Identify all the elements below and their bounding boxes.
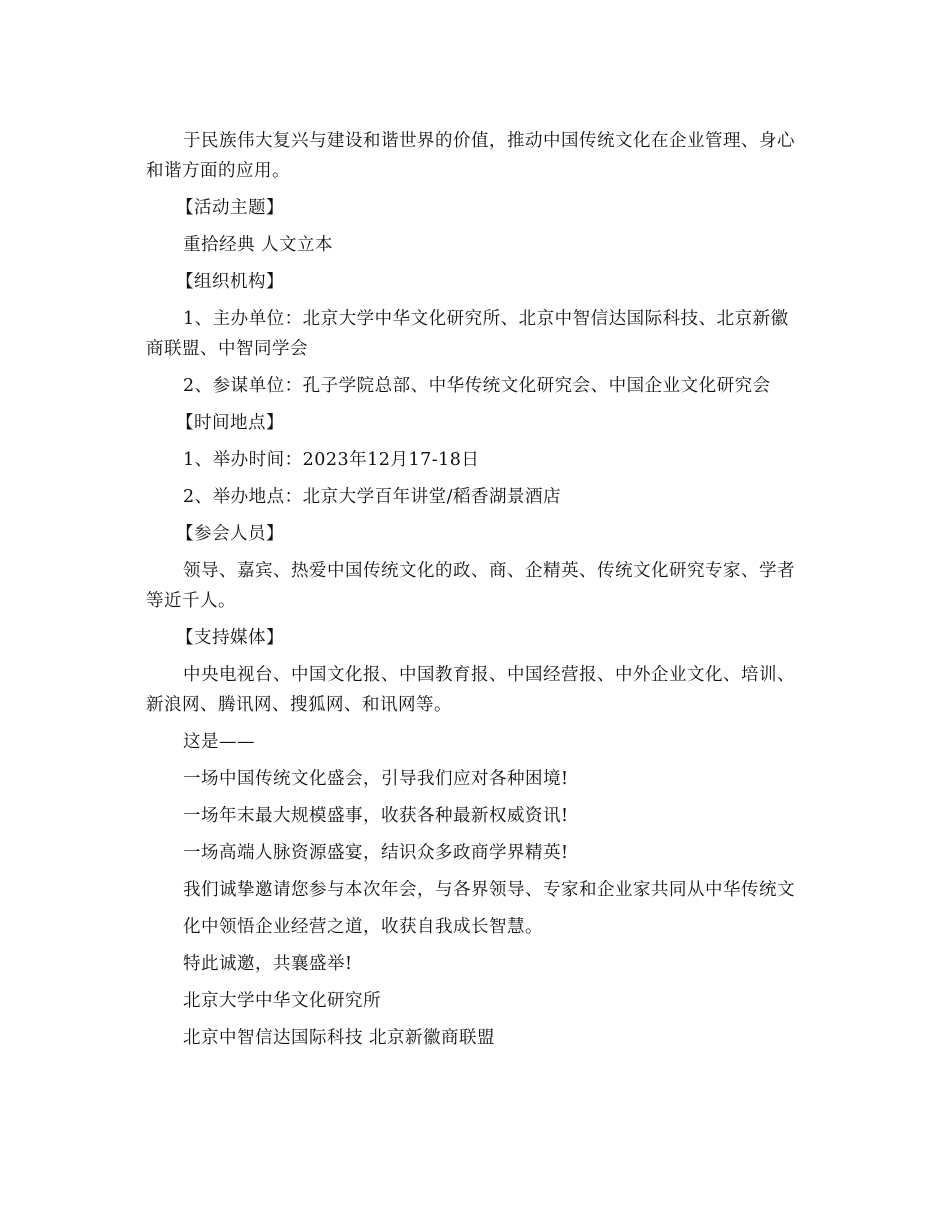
theme-text: 重拾经典 人文立本 <box>183 235 334 255</box>
event-time: 1、举办时间：2023年12月17-18日 <box>183 450 480 470</box>
intro-paragraph: 于民族伟大复兴与建设和谐世界的价值，推动中国传统文化在企业管理、身心和谐方面的应用。 <box>146 131 795 181</box>
event-location: 2、举办地点：北京大学百年讲堂/稻香湖景酒店 <box>183 487 562 507</box>
organizer-item: 1、主办单位：北京大学中华文化研究所、北京中智信达国际科技、北京新徽商联盟、中智同学会 <box>146 309 789 359</box>
invitation-continuation: 化中领悟企业经营之道，收获自我成长智慧。 <box>183 917 543 937</box>
this-is-line: 这是—— <box>183 732 255 752</box>
highlight-line: 一场高端人脉资源盛宴，结识众多政商学界精英! <box>183 843 569 863</box>
section-heading-media: 【支持媒体】 <box>176 628 284 648</box>
section-heading-attendees: 【参会人员】 <box>176 524 284 544</box>
section-heading-time-place: 【时间地点】 <box>176 413 284 433</box>
signature-line: 北京大学中华文化研究所 <box>183 991 381 1011</box>
highlight-line: 一场年末最大规模盛事，收获各种最新权威资讯! <box>183 806 569 826</box>
highlight-line: 一场中国传统文化盛会，引导我们应对各种困境! <box>183 769 569 789</box>
advisor-item: 2、参谋单位：孔子学院总部、中华传统文化研究会、中国企业文化研究会 <box>183 376 771 396</box>
closing-line: 特此诚邀，共襄盛举! <box>183 954 353 974</box>
attendees-text: 领导、嘉宾、热爱中国传统文化的政、商、企精英、传统文化研究专家、学者等近千人。 <box>146 561 795 611</box>
media-text: 中央电视台、中国文化报、中国教育报、中国经营报、中外企业文化、培训、新浪网、腾讯网、搜狐网、和讯网等。 <box>146 665 795 715</box>
section-heading-organization: 【组织机构】 <box>176 272 284 292</box>
invitation-paragraph: 我们诚挚邀请您参与本次年会，与各界领导、专家和企业家共同从中华传统文 <box>183 880 795 900</box>
signature-line: 北京中智信达国际科技 北京新徽商联盟 <box>183 1028 496 1048</box>
document-body <box>146 126 806 1060</box>
section-heading-theme: 【活动主题】 <box>176 198 284 218</box>
